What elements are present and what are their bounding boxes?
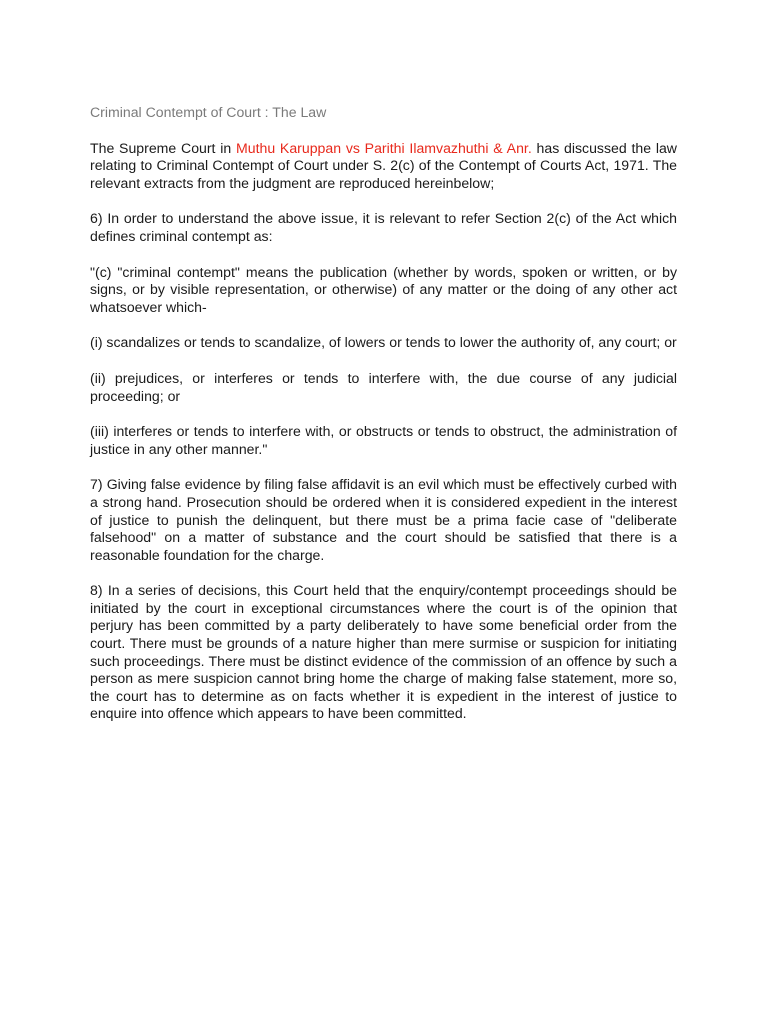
paragraph-6: 6) In order to understand the above issue, it is relevant to refer Section 2(c) of the Act which defines criminal contempt as: (90, 210, 677, 244)
definition-clause-c: "(c) "criminal contempt" means the publication (whether by words, spoken or written, or by signs, or by visible representation, or otherwise) of any matter or the doing of any other act whatsoever which- (90, 263, 677, 315)
intro-text-after: has discussed the law relating to Criminal Contempt of Court under S. 2(c) of the Contempt of Courts Act, 1971. The relevant extracts from the judgment are reproduced hereinbelow; (90, 139, 677, 191)
document-title: Criminal Contempt of Court : The Law (90, 104, 327, 120)
definition-subclause-iii: (iii) interferes or tends to interfere with, or obstructs or tends to obstruct, the administration of justice in any other manner." (90, 423, 677, 457)
document-page (90, 104, 677, 741)
definition-subclause-ii: (ii) prejudices, or interferes or tends to interfere with, the due course of any judicial proceeding; or (90, 369, 677, 404)
intro-text-before: The Supreme Court in (90, 139, 236, 156)
paragraph-8: 8) In a series of decisions, this Court held that the enquiry/contempt proceedings should be initiated by the court in exceptional circumstances where the court is of the opinion that perjury has been committed by a party deliberately to have some beneficial order from the court. There must be grounds of a nature higher than mere surmise or suspicion for initiating such proceedings. There must be distinct evidence of the commission of an offence by such a person as mere suspicion cannot bring home the charge of making false statement, more so, the court has to determine as on facts whether it is expedient in the interest of justice to enquire into offence which appears to have been committed. (90, 582, 677, 722)
paragraph-7: 7) Giving false evidence by filing false affidavit is an evil which must be effectively curbed with a strong hand. Prosecution should be ordered when it is considered expedient in the interest of justice to punish the delinquent, but there must be a prima facie case of "deliberate falsehood" on a matter of substance and the court should be satisfied that there is a reasonable foundation for the charge. (90, 476, 677, 563)
definition-subclause-i: (i) scandalizes or tends to scandalize, of lowers or tends to lower the authority of, any court; or (90, 334, 677, 351)
case-citation-link[interactable]: Muthu Karuppan vs Parithi Ilamvazhuthi & Anr. (235, 139, 532, 156)
intro-paragraph (90, 140, 677, 193)
